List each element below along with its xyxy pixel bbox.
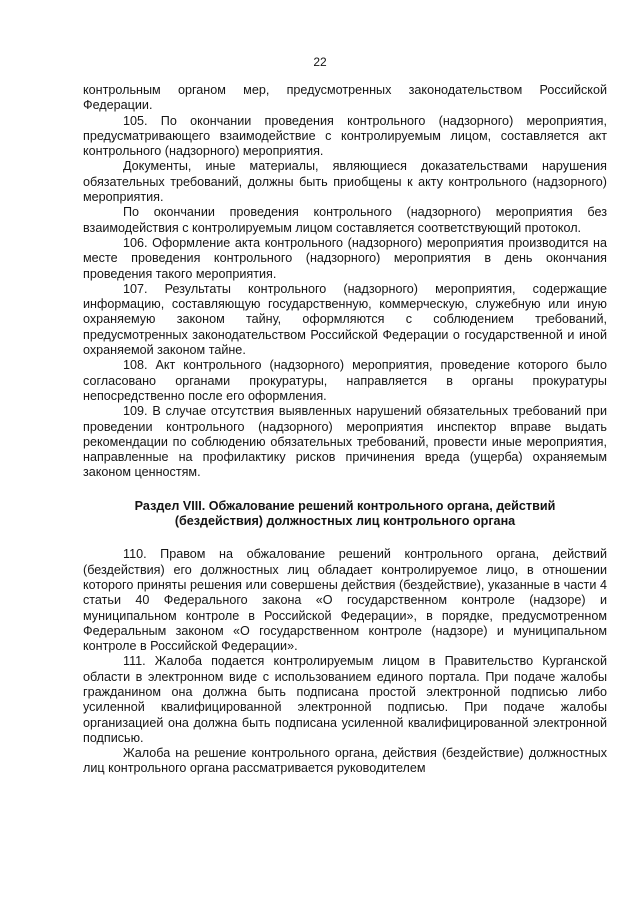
section-heading-line-1: Раздел VIII. Обжалование решений контрольного органа, действий — [134, 498, 556, 513]
section-heading — [83, 499, 607, 530]
section-heading-line-2: (бездействия) должностных лиц контрольного органа — [174, 514, 516, 529]
paragraph-105: 105. По окончании проведения контрольного (надзорного) мероприятия, предусматривающего взаимодействие с контролируемым лицом, составляется акт контрольного (надзорного) мероприятия. — [83, 113, 607, 159]
paragraph-protocol: По окончании проведения контрольного (надзорного) мероприятия без взаимодействия с контролируемым лицом составляется соответствующий протокол. — [83, 205, 607, 235]
paragraph-108: 108. Акт контрольного (надзорного) мероприятия, проведение которого было согласовано органами прокуратуры, направляется в органы прокуратуры непосредственно после его оформления. — [83, 358, 607, 403]
paragraph-109: 109. В случае отсутствия выявленных нарушений обязательных требований при проведении контрольного (надзорного) мероприятия инспектор вправе выдать рекомендации по соблюдению обязательных требований, провести иные мероприятия, направленные на профилактику рисков причинения вреда (ущерба) охраняемым законом ценностям. — [83, 404, 607, 480]
paragraph-continuation: контрольным органом мер, предусмотренных законодательством Российской Федерации. — [83, 83, 607, 113]
paragraph-complaint: Жалоба на решение контрольного органа, действия (бездействие) должностных лиц контрольного органа рассматривается руководителем — [83, 746, 607, 776]
paragraph-107: 107. Результаты контрольного (надзорного) мероприятия, содержащие информацию, составляющую государственную, коммерческую, служебную или иную охраняемую законом тайну, оформляются с соблюдением требований, предусмотренных законодательством Российской Федерации о государственной и иной охраняемой законом тайне. — [83, 281, 607, 358]
document-body — [83, 83, 607, 777]
paragraph-111: 111. Жалоба подается контролируемым лицом в Правительство Курганской области в электронном виде с использованием единого портала. При подаче жалобы гражданином она должна быть подписана простой электронной подписью либо усиленной квалифицированной электронной подписью. При подаче жалобы организацией она должна быть подписана усиленной квалифицированной электронной подписью. — [83, 654, 607, 745]
paragraph-106: 106. Оформление акта контрольного (надзорного) мероприятия производится на месте проведения контрольного (надзорного) мероприятия в день окончания проведения такого мероприятия. — [83, 235, 607, 281]
paragraph-documents: Документы, иные материалы, являющиеся доказательствами нарушения обязательных требований, должны быть приобщены к акту контрольного (надзорного) мероприятия. — [83, 159, 607, 205]
page-number: 22 — [313, 55, 327, 69]
paragraph-110: 110. Правом на обжалование решений контрольного органа, действий (бездействия) его должностных лиц обладает контролируемое лицо, в отношении которого приняты решения или совершены действия (бездействие), указанные в части 4 статьи 40 Федерального закона «О государственном контроле (надзоре) и муниципальном контроле в Российской Федерации», в порядке, предусмотренном Федеральным законом «О государственном контроле (надзоре) и муниципальном контроле в Российской Федерации». — [83, 547, 607, 654]
